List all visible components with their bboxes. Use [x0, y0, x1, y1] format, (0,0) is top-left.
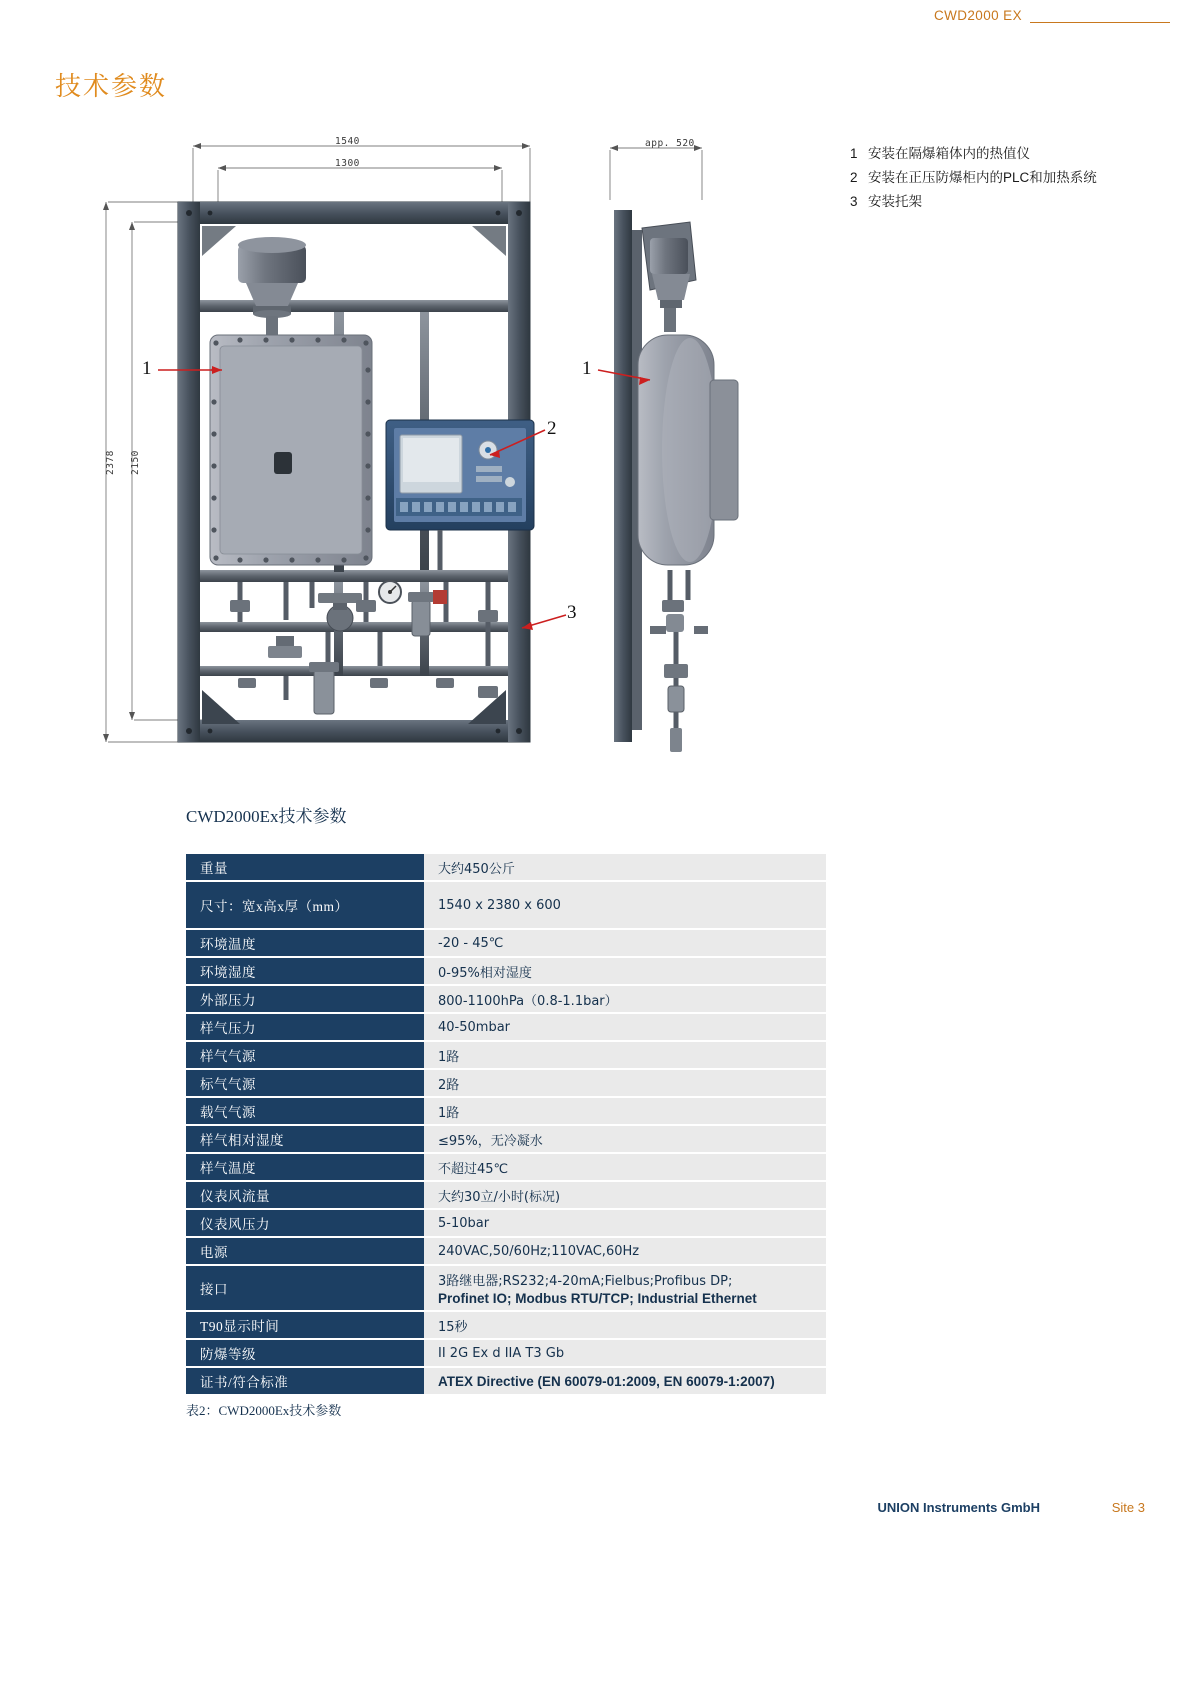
row-label: 环境温度 [186, 930, 424, 956]
row-value: 40-50mbar [424, 1014, 826, 1040]
table-row [186, 930, 826, 956]
legend-item-number: 3 [850, 194, 858, 209]
page-title: 技术参数 [55, 71, 168, 101]
row-label: 防爆等级 [186, 1340, 424, 1366]
legend-item [850, 190, 1180, 214]
table-row [186, 958, 826, 984]
row-value: 240VAC,50/60Hz;110VAC,60Hz [424, 1238, 826, 1264]
row-value: 大约450公斤 [424, 854, 826, 880]
row-value: ≤95%，无冷凝水 [424, 1126, 826, 1152]
legend-item [850, 142, 1180, 166]
row-label: 标气气源 [186, 1070, 424, 1096]
table-row [186, 1070, 826, 1096]
dimension-depth: app. 520 [645, 138, 695, 149]
row-label: 电源 [186, 1238, 424, 1264]
row-label: 样气相对湿度 [186, 1126, 424, 1152]
table-row [186, 1042, 826, 1068]
spec-table [186, 852, 826, 1396]
callout-3: 3 [567, 602, 577, 623]
row-value: -20 - 45℃ [424, 930, 826, 956]
page-header [0, 0, 1200, 30]
footer-company-name: UNION Instruments GmbH [877, 1500, 1040, 1515]
row-label: 样气气源 [186, 1042, 424, 1068]
footer-page-number: Site 3 [1111, 1500, 1145, 1515]
dimension-width-inner: 1300 [335, 158, 360, 169]
row-label: 载气气源 [186, 1098, 424, 1124]
row-value: 1路 [424, 1098, 826, 1124]
spec-table-title: CWD2000Ex技术参数 [186, 807, 347, 826]
row-label: 接口 [186, 1266, 424, 1310]
row-value: 大约30立/小时(标况) [424, 1182, 826, 1208]
row-value-line2: Profinet IO; Modbus RTU/TCP; Industrial Ethernet [438, 1291, 757, 1306]
table-row [186, 1182, 826, 1208]
row-value: II 2G Ex d IIA T3 Gb [424, 1340, 826, 1366]
row-value-line1: 3路继电器;RS232;4-20mA;Fielbus;Profibus DP; [438, 1274, 733, 1289]
table-row [186, 1098, 826, 1124]
row-value: 1路 [424, 1042, 826, 1068]
row-value: 不超过45℃ [424, 1154, 826, 1180]
row-label: 尺寸：宽x高x厚（mm） [186, 882, 424, 928]
legend-item-number: 2 [850, 170, 858, 185]
row-label: 样气压力 [186, 1014, 424, 1040]
row-value: 800-1100hPa（0.8-1.1bar） [424, 986, 826, 1012]
header-product-name: CWD2000 EX [933, 8, 1022, 23]
table-row [186, 1210, 826, 1236]
page-footer [0, 1500, 1200, 1520]
row-label: 样气温度 [186, 1154, 424, 1180]
table-row [186, 986, 826, 1012]
callout-2: 2 [547, 418, 557, 439]
dimension-width-outer: 1540 [335, 136, 360, 147]
row-label: 外部压力 [186, 986, 424, 1012]
table-caption: 表2：CWD2000Ex技术参数 [186, 1403, 342, 1418]
row-value: 15秒 [424, 1312, 826, 1338]
table-row [186, 1266, 826, 1310]
table-row [186, 1340, 826, 1366]
row-value: ATEX Directive (EN 60079-01:2009, EN 60079-1:2007) [424, 1368, 826, 1394]
callout-1-front: 1 [142, 358, 152, 379]
legend-item-label: 安装在正压防爆柜内的PLC和加热系统 [868, 170, 1097, 185]
table-row [186, 1238, 826, 1264]
legend-list [850, 142, 1180, 214]
table-row [186, 1368, 826, 1394]
table-row [186, 1014, 826, 1040]
table-row [186, 1312, 826, 1338]
dimension-height-outer: 2378 [105, 450, 116, 475]
technical-drawing [90, 130, 830, 770]
row-label: 仪表风流量 [186, 1182, 424, 1208]
table-row [186, 854, 826, 880]
row-label: T90显示时间 [186, 1312, 424, 1338]
dimension-height-inner: 2150 [130, 450, 141, 475]
row-value: 0-95%相对湿度 [424, 958, 826, 984]
legend-item-label: 安装托架 [868, 194, 922, 209]
row-value: 5-10bar [424, 1210, 826, 1236]
drawing-svg [90, 130, 830, 770]
legend-item-label: 安装在隔爆箱体内的热值仪 [868, 146, 1030, 161]
row-label: 重量 [186, 854, 424, 880]
legend-item [850, 166, 1180, 190]
table-row [186, 1126, 826, 1152]
row-label: 仪表风压力 [186, 1210, 424, 1236]
table-row [186, 1154, 826, 1180]
table-row [186, 882, 826, 928]
header-divider [1030, 22, 1170, 23]
row-value [424, 1266, 826, 1310]
row-value: 1540 x 2380 x 600 [424, 882, 826, 928]
row-label: 环境湿度 [186, 958, 424, 984]
legend-item-number: 1 [850, 146, 858, 161]
callout-1-side: 1 [582, 358, 592, 379]
row-value: 2路 [424, 1070, 826, 1096]
row-label: 证书/符合标准 [186, 1368, 424, 1394]
